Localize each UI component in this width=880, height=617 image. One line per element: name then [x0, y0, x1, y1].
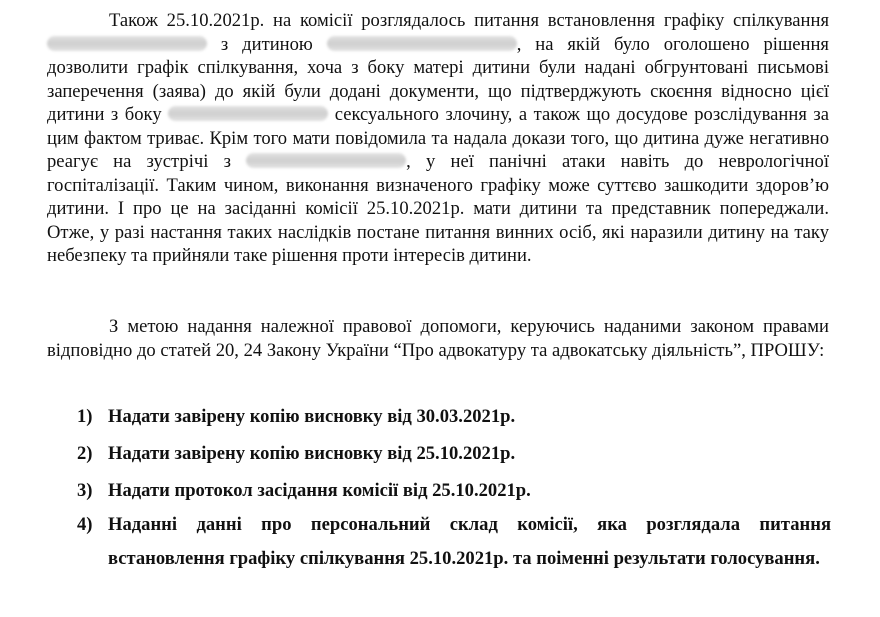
list-item-number: 4) [77, 514, 93, 535]
redacted-name [246, 153, 406, 168]
list-item-text: Надати завірену копію висновку від 25.10.2021р. [108, 443, 516, 464]
list-item-number: 3) [77, 480, 93, 501]
redacted-name [168, 106, 328, 121]
redacted-name [327, 36, 517, 51]
list-item-number: 2) [77, 443, 93, 464]
paragraph1-part1: Також 25.10.2021р. на комісії розглядалось питання встановлення графіку спілкування [109, 10, 829, 31]
list-item-number: 1) [77, 406, 93, 427]
list-item-text: Надати протокол засідання комісії від 25.10.2021р. [108, 480, 531, 501]
list-item-text: Надати завірену копію висновку від 30.03.2021р. [108, 406, 516, 427]
paragraph1-part4: сексуального злочину, а також що досудове розслідування за цим фактом триває. Крім того мати повідомила та надала докази того, що дитина дуже негативно реагує на зустрічі з [47, 104, 830, 172]
paragraph-commission-meeting [47, 9, 829, 268]
paragraph1-part5: , у неї панічні атаки навіть до неврологічної госпіталізації. Таким чином, виконання визначеного графіку може суттєво зашкодити здоров’ю дитини. І про це на засіданні комісії 25.10.2021р. мати дитини та представник попереджали. Отже, у разі настання таких наслідків постане питання винних осіб, які наразили дитину на таку небезпеку та прийняли таке рішення проти інтересів дитини. [47, 151, 829, 266]
paragraph-request-intro: З метою надання належної правової допомоги, керуючись наданими законом правами відповідно до статей 20, 24 Закону України “Про адвокатуру та адвокатську діяльність”, ПРОШУ: [47, 316, 829, 361]
paragraph1-part3: , на якій було оголошено рішення дозволити графік спілкування, хоча з боку матері дитини були надані обгрунтовані письмові заперечення (заява) до якій були додані документи, що підтверджують скоєння відносно цієї дитини з боку [47, 33, 829, 125]
redacted-name [47, 36, 207, 51]
list-item-text: Наданні данні про персональний склад комісії, яка розглядала питання встановлення графіку спілкування 25.10.2021р. та поіменні результати голосування. [108, 514, 831, 569]
paragraph1-part2: з дитиною [220, 33, 313, 55]
